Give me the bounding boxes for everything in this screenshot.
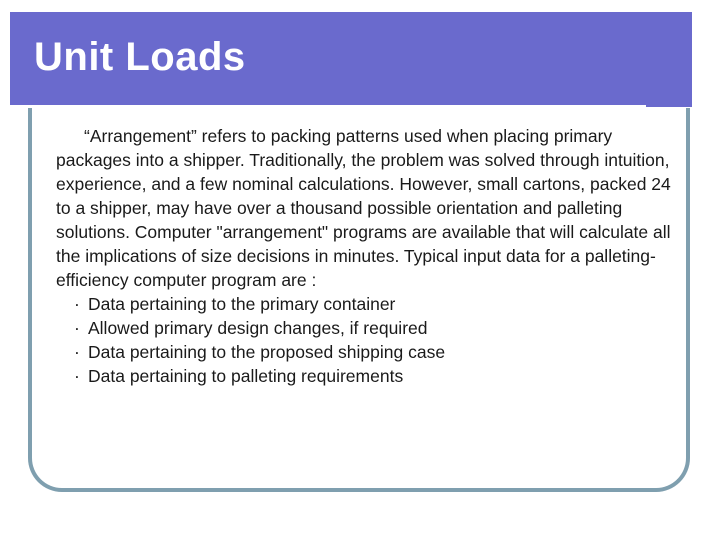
- slide-title: Unit Loads: [34, 35, 246, 79]
- bullet-text: Data pertaining to the primary container: [88, 294, 396, 314]
- bullet-item: [56, 292, 676, 316]
- slide-body: [56, 124, 676, 388]
- body-paragraph: “Arrangement” refers to packing patterns used when placing primary packages into a shipper. Traditionally, the problem was solved through intuition, experience, and a few nominal calculations. However, small cartons, packed 24 to a shipper, may have over a thousand possible orientation and palleting solutions. Computer "arrangement" programs are available that will calculate all the implications of size decisions in minutes. Typical input data for a palleting-efficiency computer program are :: [56, 126, 671, 290]
- bullet-dot-icon: ·: [74, 318, 80, 338]
- bullet-text: Data pertaining to palleting requirements: [88, 366, 404, 386]
- bullet-dot-icon: ·: [74, 366, 80, 386]
- bullet-text: Allowed primary design changes, if required: [88, 318, 428, 338]
- bullet-list: [56, 292, 676, 388]
- bullet-text: Data pertaining to the proposed shipping case: [88, 342, 446, 362]
- bullet-item: [56, 364, 676, 388]
- bullet-dot-icon: ·: [74, 342, 80, 362]
- bullet-item: [56, 316, 676, 340]
- bullet-dot-icon: ·: [74, 294, 80, 314]
- bullet-item: [56, 340, 676, 364]
